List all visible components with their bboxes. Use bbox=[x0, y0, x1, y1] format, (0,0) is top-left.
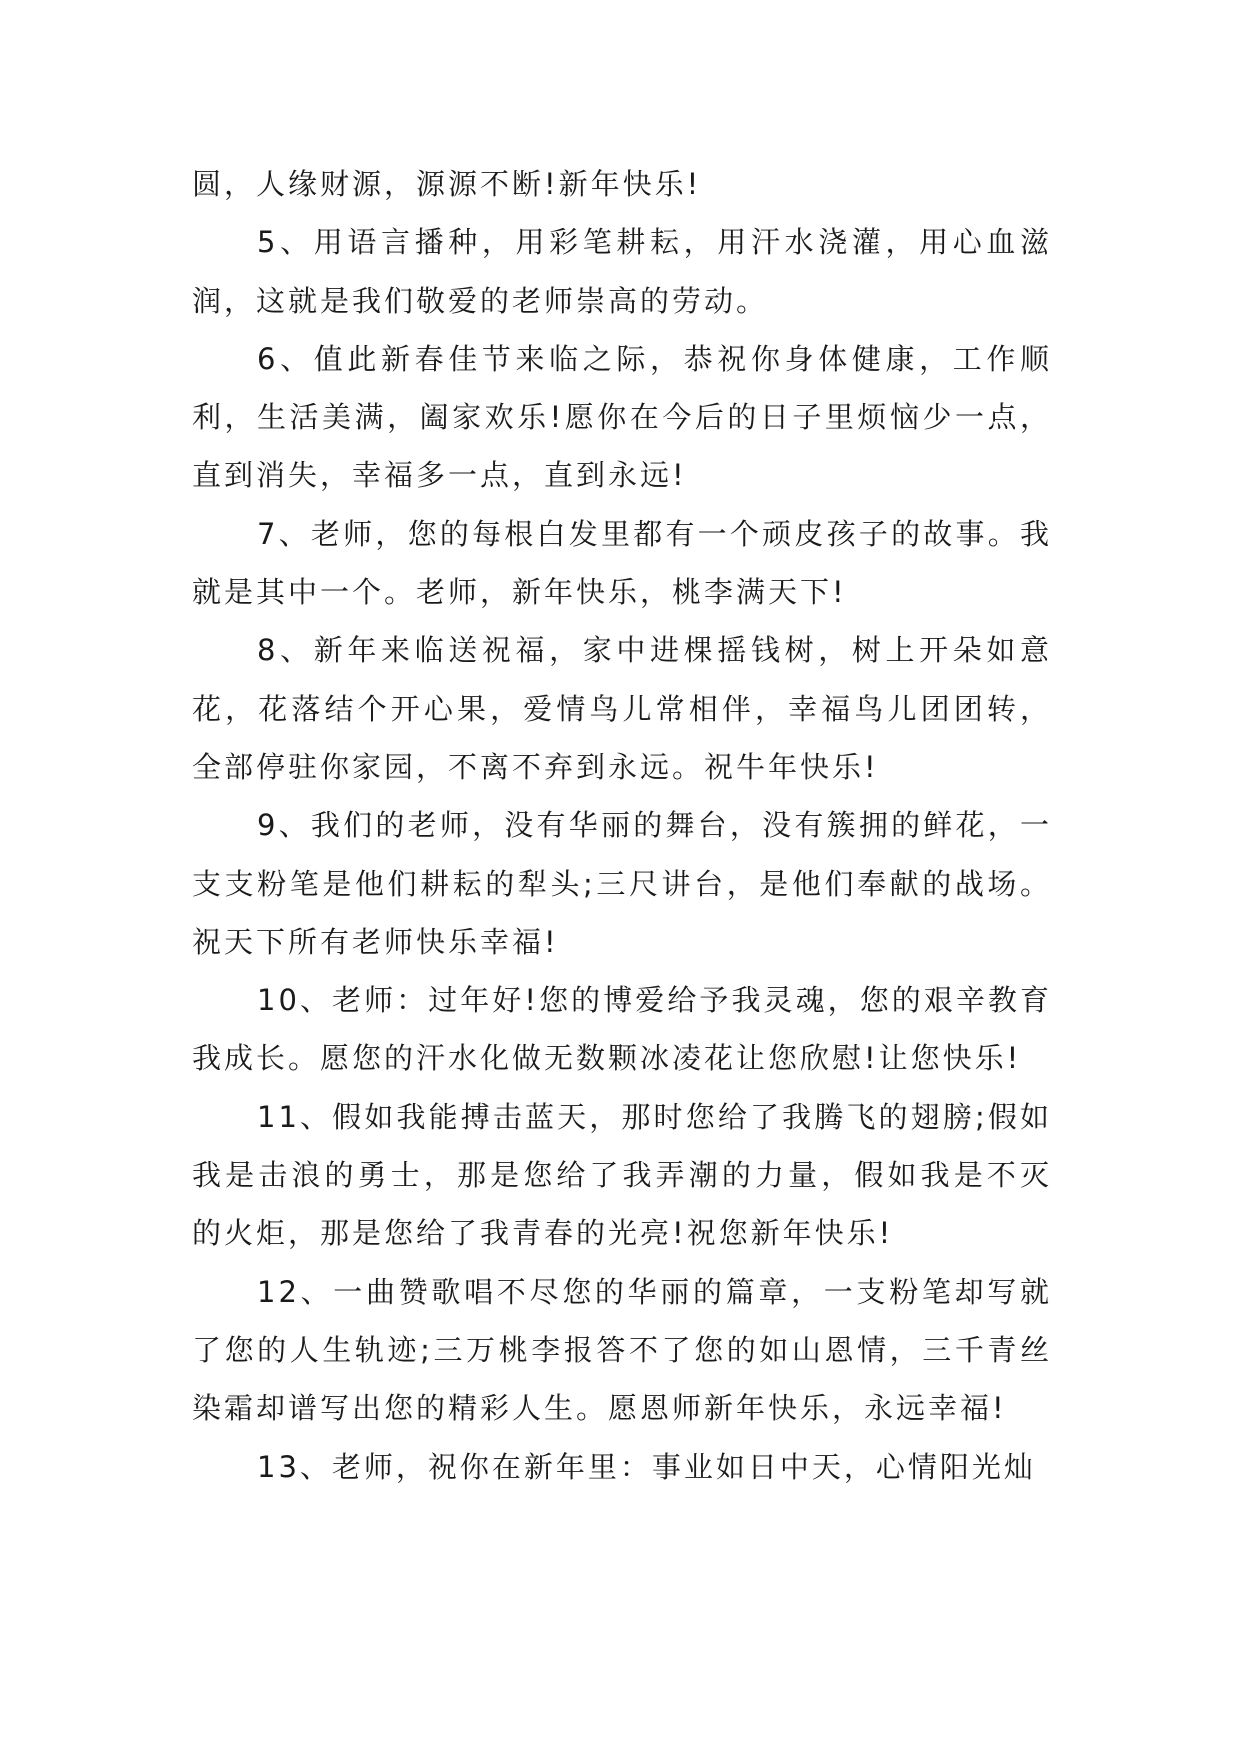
paragraph-item-6: 6、值此新春佳节来临之际，恭祝你身体健康，工作顺利，生活美满，阖家欢乐!愿你在今后的日子里烦恼少一点，直到消失，幸福多一点，直到永远! bbox=[192, 341, 1052, 493]
paragraph-item-8: 8、新年来临送祝福，家中进棵摇钱树，树上开朵如意花，花落结个开心果，爱情鸟儿常相伴，幸福鸟儿团团转，全部停驻你家园，不离不弃到永远。祝牛年快乐! bbox=[192, 633, 1052, 784]
paragraph-continuation: 圆，人缘财源，源源不断!新年快乐! bbox=[192, 167, 702, 201]
paragraph-item-12: 12、一曲赞歌唱不尽您的华丽的篇章，一支粉笔却写就了您的人生轨迹;三万桃李报答不了您的如山恩情，三千青丝染霜却谱写出您的精彩人生。愿恩师新年快乐，永远幸福! bbox=[192, 1274, 1052, 1426]
paragraph-item-11: 11、假如我能搏击蓝天，那时您给了我腾飞的翅膀;假如我是击浪的勇士，那是您给了我弄潮的力量，假如我是不灭的火炬，那是您给了我青春的光亮!祝您新年快乐! bbox=[192, 1099, 1052, 1251]
paragraph-item-5: 5、用语言播种，用彩笔耕耘，用汗水浇灌，用心血滋润，这就是我们敬爱的老师崇高的劳动。 bbox=[192, 225, 1052, 318]
paragraph-item-13: 13、老师，祝你在新年里：事业如日中天，心情阳光灿 bbox=[257, 1449, 1036, 1484]
paragraph-item-9: 9、我们的老师，没有华丽的舞台，没有簇拥的鲜花，一支支粉笔是他们耕耘的犁头;三尺讲台，是他们奉献的战场。祝天下所有老师快乐幸福! bbox=[192, 808, 1052, 959]
paragraph-item-7: 7、老师，您的每根白发里都有一个顽皮孩子的故事。我就是其中一个。老师，新年快乐，桃李满天下! bbox=[192, 516, 1052, 610]
document-body bbox=[192, 155, 1052, 1496]
paragraph-item-10: 10、老师：过年好!您的博爱给予我灵魂，您的艰辛教育我成长。愿您的汗水化做无数颗冰凌花让您欣慰!让您快乐! bbox=[192, 983, 1052, 1076]
